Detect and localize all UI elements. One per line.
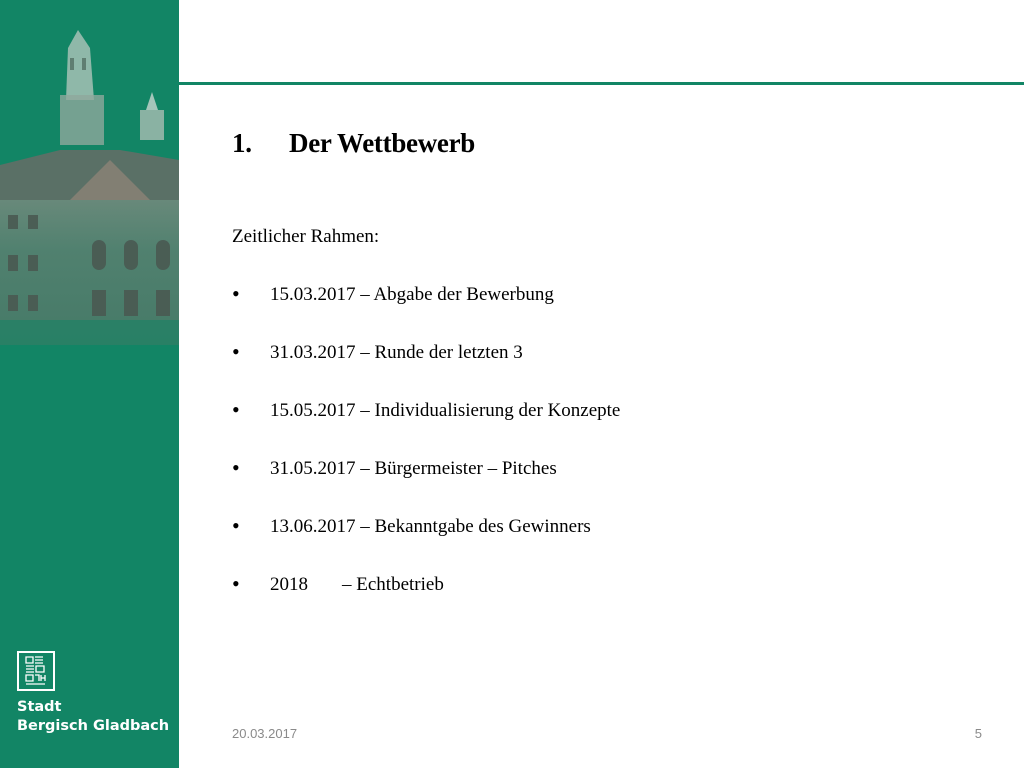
item-date: 31.05.2017 bbox=[270, 458, 356, 479]
intro-text: Zeitlicher Rahmen: bbox=[232, 226, 380, 247]
city-emblem-icon bbox=[19, 653, 53, 689]
item-date: 15.05.2017 bbox=[270, 400, 356, 421]
slide-title-number: 1. bbox=[232, 128, 252, 158]
header-rule bbox=[179, 82, 1024, 85]
item-text: – Runde der letzten 3 bbox=[360, 342, 523, 363]
city-logo bbox=[17, 651, 55, 691]
item-text: – Echtbetrieb bbox=[342, 574, 444, 595]
page-number: 5 bbox=[974, 726, 982, 741]
bullet-icon: • bbox=[232, 571, 240, 596]
city-name-line2: Bergisch Gladbach bbox=[17, 718, 170, 734]
item-text: – Bürgermeister – Pitches bbox=[360, 458, 557, 479]
footer-date: 20.03.2017 bbox=[232, 726, 298, 741]
item-text: – Bekanntgabe des Gewinners bbox=[360, 516, 591, 537]
item-text: – Abgabe der Bewerbung bbox=[360, 284, 554, 305]
bullet-icon: • bbox=[232, 455, 240, 480]
bullet-icon: • bbox=[232, 397, 240, 422]
item-date: 2018 bbox=[270, 574, 308, 595]
item-text: – Individualisierung der Konzepte bbox=[360, 400, 621, 421]
bullet-icon: • bbox=[232, 281, 240, 306]
city-name-line1: Stadt bbox=[17, 699, 62, 715]
bullet-icon: • bbox=[232, 513, 240, 538]
slide-title bbox=[232, 128, 475, 159]
slide-title-text: Der Wettbewerb bbox=[289, 128, 475, 158]
item-date: 13.06.2017 bbox=[270, 516, 356, 537]
item-date: 15.03.2017 bbox=[270, 284, 356, 305]
item-date: 31.03.2017 bbox=[270, 342, 356, 363]
sidebar-panel bbox=[0, 0, 179, 768]
city-name bbox=[17, 698, 169, 736]
town-hall-image bbox=[0, 0, 179, 345]
bullet-icon: • bbox=[232, 339, 240, 364]
